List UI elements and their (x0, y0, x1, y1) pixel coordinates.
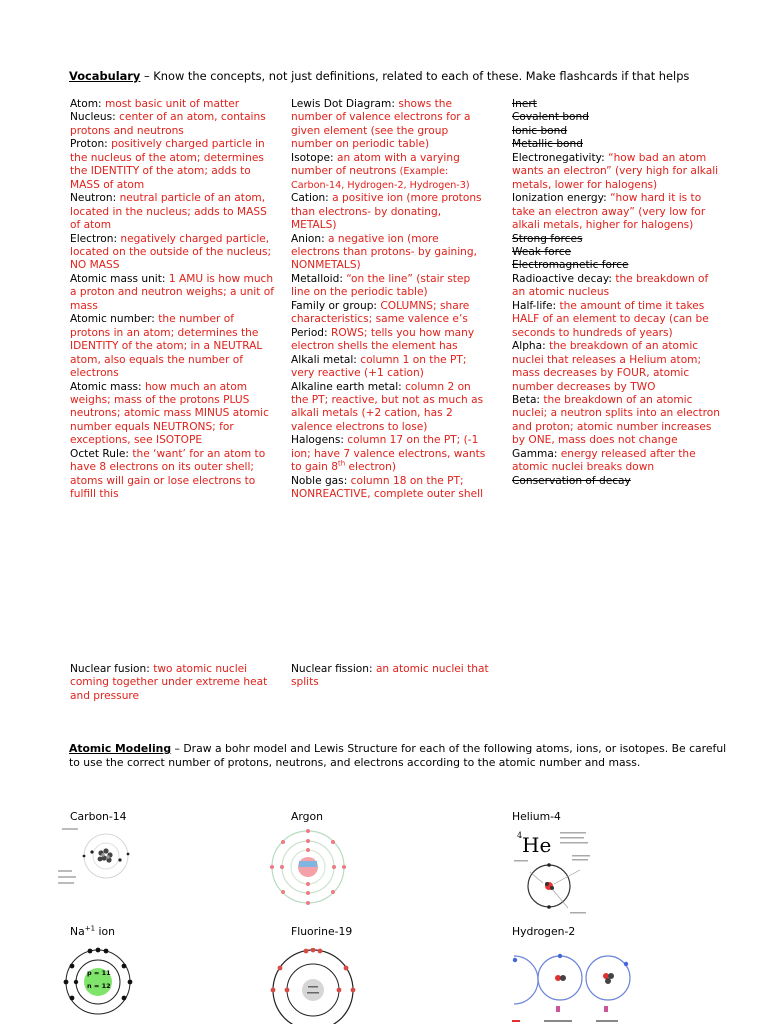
atomic-modeling-heading (69, 742, 729, 769)
vocab-definition: “on the line” (stair step line on the periodic table) (291, 272, 471, 299)
vocab-entry-metalloid (291, 273, 489, 300)
label-na-charge: +1 (84, 924, 96, 933)
vocab-entry-radioactive-decay (512, 273, 722, 300)
vocab-example: (Example: Carbon-14, Hydrogen-2, Hydrogen-3) (291, 166, 470, 191)
vocab-term: Nuclear fission: (291, 663, 376, 675)
vocab-term: Family or group: (291, 299, 381, 312)
vocab-definition: how much an atom weighs; mass of the protons PLUS neutrons; atomic mass MINUS atomic number equals NEUTRONS; for exceptions, see ISOTOPE (70, 380, 269, 447)
superscript: th (337, 459, 346, 468)
vocab-definition: the number of protons in an atom; determines the IDENTITY of the atom; in a NEUTRAL atom, also equals the number of electrons (70, 313, 263, 380)
vocab-term: Atomic mass unit: (70, 272, 169, 285)
vocab-entry-neutron (70, 192, 276, 232)
vocab-term: Isotope: (291, 151, 337, 164)
label-na-rest: ion (95, 925, 115, 938)
vocab-term: Noble gas: (291, 474, 351, 487)
vocab-definition: column 17 on the PT; (-1 ion; have 7 valence electrons, wants to gain 8 (291, 434, 486, 474)
vocab-entry-electron (70, 233, 276, 273)
vocab-term: Radioactive decay: (512, 272, 616, 285)
vocab-term: Half-life: (512, 299, 560, 312)
vocab-term: Alpha: (512, 340, 550, 353)
vocab-entry-em-force: Electromagnetic force (512, 259, 629, 272)
vocab-entry-beta (512, 394, 722, 448)
argon-model-image (268, 827, 348, 907)
vocab-term: Proton: (70, 138, 112, 151)
atomic-modeling-instructions: – Draw a bohr model and Lewis Structure for each of the following atoms, ions, or isotopes. Be careful to use the correct number of protons, neutrons, and electrons according to the atomic number and mass. (69, 742, 727, 769)
vocab-entry-covalent: Covalent bond (512, 111, 589, 124)
vocab-entry-proton (70, 138, 276, 192)
vocab-term: Alkaline earth metal: (291, 380, 406, 393)
helium-4-model-image (510, 828, 600, 918)
vocab-entry-noble-gas (291, 475, 489, 502)
vocab-definition: COLUMNS; share characteristics; same valence e’s (291, 299, 470, 326)
vocab-definition: “how hard it is to take an electron away” (very low for alkali metals, higher for halogens) (512, 192, 706, 232)
vocab-definition: electron) (345, 461, 396, 474)
vocab-term: Atom: (70, 98, 105, 110)
vocabulary-intro: – Know the concepts, not just definitions, related to each of these. Make flashcards if that helps (140, 69, 690, 83)
vocab-entry-alkali-metal (291, 354, 489, 381)
vocab-term: Neutron: (70, 192, 120, 205)
vocab-definition: column 1 on the PT; very reactive (+1 cation) (291, 353, 467, 380)
vocab-entry-half-life (512, 300, 722, 340)
atomic-modeling-title: Atomic Modeling (69, 742, 172, 755)
vocab-term: Metalloid: (291, 272, 347, 285)
vocab-term: Atomic mass: (70, 380, 145, 393)
vocab-definition: the breakdown of an atomic nuclei; a neutron splits into an electron and proton; atomic number increases by ONE, mass does not change (512, 393, 720, 447)
vocab-entry-electronegativity (512, 152, 722, 192)
vocab-definition: a positive ion (more protons than electrons- by donating, METALS) (291, 192, 482, 232)
vocab-column-2 (291, 98, 489, 502)
vocab-term: Alkali metal: (291, 353, 361, 366)
vocab-entry-ionization (512, 192, 722, 232)
vocab-definition: an atom with a varying number of neutrons (291, 151, 460, 178)
vocab-term: Electron: (70, 232, 121, 245)
vocab-entry-ionic: Ionic bond (512, 124, 568, 137)
vocabulary-title: Vocabulary (69, 69, 141, 83)
vocab-entry-family (291, 300, 489, 327)
vocab-definition: a negative ion (more electrons than protons- by gaining, NONMETALS) (291, 232, 477, 272)
label-helium-4: Helium-4 (512, 810, 561, 823)
vocab-term: Nucleus: (70, 111, 120, 124)
vocab-column-3 (512, 98, 722, 488)
vocab-definition: the breakdown of an atomic nucleus (512, 272, 709, 299)
vocab-entry-weak-force: Weak force (512, 245, 572, 258)
label-carbon-14: Carbon-14 (70, 810, 127, 823)
vocab-entry-alkaline-earth (291, 381, 489, 435)
vocab-definition: center of an atom, contains protons and neutrons (70, 111, 266, 137)
vocab-definition: energy released after the atomic nuclei breaks down (512, 447, 696, 474)
vocab-entry-isotope (291, 152, 489, 192)
label-sodium-ion (70, 925, 115, 938)
vocab-entry-cation (291, 192, 489, 232)
label-argon: Argon (291, 810, 323, 823)
vocab-entry-lewis (291, 98, 489, 152)
label-hydrogen-2: Hydrogen-2 (512, 925, 576, 938)
vocab-term: Anion: (291, 232, 329, 245)
vocab-entry-atomic-number (70, 313, 276, 380)
sodium-proton-count: p = 11 (87, 969, 111, 977)
vocab-definition: positively charged particle in the nucleus of the atom; determines the IDENTITY of the atom; adds to MASS of atom (70, 138, 265, 191)
label-na-base: Na (70, 925, 85, 938)
vocab-definition: 1 AMU is how much a proton and neutron weighs; a unit of mass (70, 272, 274, 312)
vocab-entry-conservation: Conservation of decay (512, 474, 631, 487)
vocab-entry-atomic-mass (70, 381, 276, 448)
vocab-definition: most basic unit of matter (104, 98, 240, 110)
vocab-entry-inert: Inert (512, 98, 537, 110)
carbon-14-model-image (54, 826, 154, 890)
vocab-term: Beta: (512, 393, 544, 406)
vocab-term: Gamma: (512, 447, 561, 460)
sodium-ion-model-image (60, 946, 138, 1024)
vocab-term: Cation: (291, 192, 333, 205)
vocab-term: Period: (291, 326, 331, 339)
hydrogen-isotopes-image (512, 950, 632, 1024)
vocab-definition: negatively charged particle, located on the outside of the nucleus; NO MASS (70, 232, 272, 272)
vocab-definition: the ‘want’ for an atom to have 8 electrons on its outer shell; atoms will gain or lose electrons to fulfill this (70, 447, 266, 501)
helium-mass-number: 4 (517, 831, 523, 840)
vocab-term: Ionization energy: (512, 192, 611, 205)
vocab-entry-halogens (291, 434, 489, 474)
vocab-entry-atom (70, 98, 276, 111)
vocab-entry-octet-rule (70, 448, 276, 502)
label-fluorine-19: Fluorine-19 (291, 925, 353, 938)
vocab-term: Atomic number: (70, 313, 159, 326)
vocab-entry-nucleus (70, 111, 276, 138)
vocab-entry-fusion (70, 663, 276, 703)
vocab-definition: “how bad an atom wants an electron” (very high for alkali metals, lower for halogens) (512, 151, 719, 191)
sodium-neutron-count: n = 12 (87, 982, 111, 990)
helium-symbol: He (522, 833, 552, 857)
vocab-entry-alpha (512, 340, 722, 394)
vocab-definition: ROWS; tells you how many electron shells the element has (291, 326, 475, 353)
vocab-column-1 (70, 98, 276, 502)
vocab-definition: shows the number of valence electrons for a given element (see the group number on periodic table) (291, 98, 471, 151)
vocab-definition: column 2 on the PT; reactive, but not as much as alkali metals (+2 cation, has 2 valence electrons to lose) (291, 380, 484, 433)
vocab-term: Lewis Dot Diagram: (291, 98, 399, 110)
vocab-definition: neutral particle of an atom, located in the nucleus; adds to MASS of atom (70, 192, 267, 232)
vocab-term: Nuclear fusion: (70, 663, 154, 675)
fluorine-19-model-image (268, 948, 358, 1024)
vocab-definition: two atomic nuclei coming together under extreme heat and pressure (70, 663, 268, 702)
vocab-term: Halogens: (291, 434, 348, 447)
vocab-entry-metallic: Metallic bond (512, 138, 583, 151)
vocab-definition: column 18 on the PT; NONREACTIVE, complete outer shell (291, 474, 484, 501)
vocab-definition: the breakdown of an atomic nuclei that releases a Helium atom; mass decreases by FOUR, atomic number decreases by TWO (512, 340, 702, 393)
vocab-definition: an atomic nuclei that splits (291, 663, 489, 689)
vocab-definition: the amount of time it takes HALF of an element to decay (can be seconds to hundreds of years) (512, 299, 709, 339)
vocab-entry-amu (70, 273, 276, 313)
vocab-term: Electronegativity: (512, 151, 609, 164)
vocab-entry-gamma (512, 448, 722, 475)
vocab-entry-anion (291, 233, 489, 273)
vocab-entry-strong-forces: Strong forces (512, 232, 583, 245)
vocab-entry-fission (291, 663, 489, 690)
vocab-entry-period (291, 327, 489, 354)
vocabulary-heading (69, 69, 749, 84)
vocab-term: Octet Rule: (70, 447, 133, 460)
